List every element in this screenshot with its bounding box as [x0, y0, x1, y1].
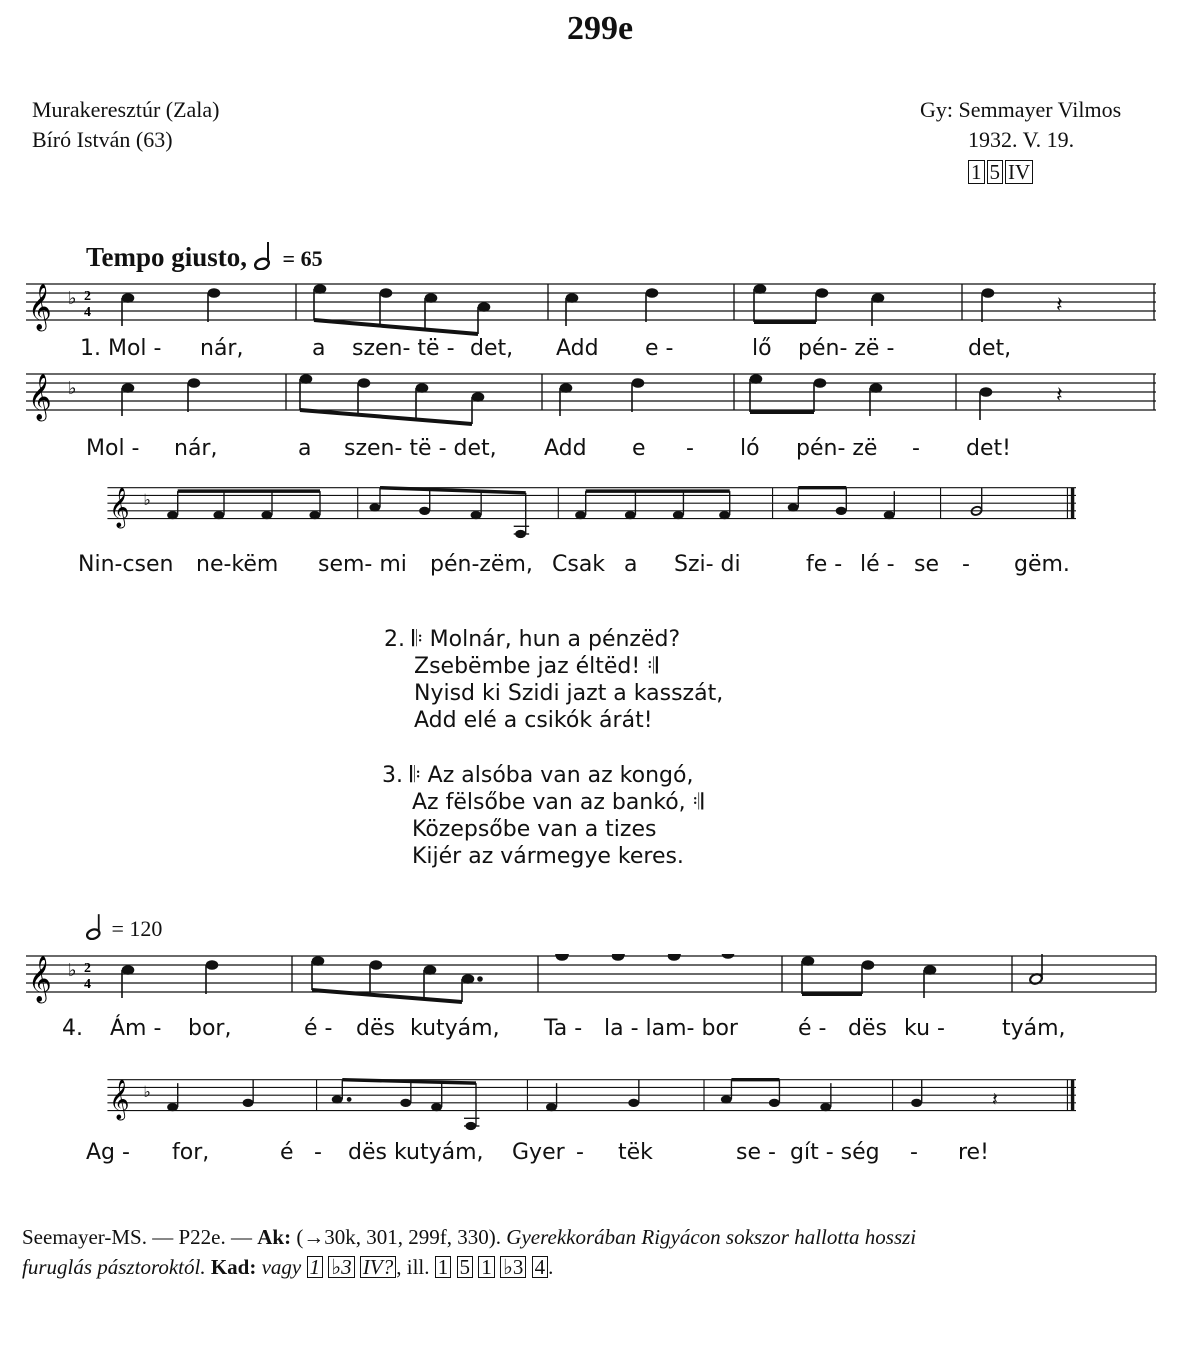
syllable: tyám, [1002, 1016, 1066, 1041]
svg-text:𝄞: 𝄞 [109, 1079, 130, 1120]
syllable: a [298, 436, 312, 461]
verse-line: 3. 𝄆 Az alsóba van az kongó, [382, 763, 694, 788]
syllable: nár, [174, 436, 218, 461]
syllable: se [914, 552, 939, 577]
syllable: gëm. [1014, 552, 1070, 577]
syllable: Add [556, 336, 599, 361]
syllable: se - [736, 1140, 776, 1165]
cadence-box: ♭3 [500, 1256, 526, 1278]
syllable: é - [798, 1016, 827, 1041]
syllable: dës [848, 1016, 887, 1041]
syllable: re! [958, 1140, 989, 1165]
svg-text:4: 4 [84, 305, 91, 320]
syllable: szen- të - [352, 336, 455, 361]
svg-text:♭: ♭ [143, 1083, 151, 1101]
cadence-box: 1 [435, 1256, 452, 1278]
syllable: szen- të - det, [344, 436, 497, 461]
staff-1 [26, 282, 1166, 342]
syllable: Ta - [544, 1016, 583, 1041]
staff-2 [26, 372, 1166, 432]
syllable: kutyám, [410, 1016, 500, 1041]
svg-text:♭: ♭ [68, 960, 77, 980]
syllable: e - [645, 336, 674, 361]
footer-note: Seemayer-MS. — P22e. — Ak: (→30k, 301, 299f, 330). Gyerekkorában Rigyácon sokszor hallotta hosszi furuglás pásztoroktól. Kad: vagy 1 ♭3 IV? , ill. 1 5 1 ♭3 4 . [22, 1225, 917, 1279]
page-title: 299e [566, 10, 634, 47]
staff-5 [26, 1078, 1166, 1138]
syllable: Nin-csen [78, 552, 174, 577]
ill-text: , ill. [396, 1255, 430, 1279]
header-left [32, 95, 220, 155]
svg-text:𝄽: 𝄽 [1056, 292, 1063, 317]
syllable: bor, [188, 1016, 232, 1041]
verse-line: Kijér az vármegye keres. [412, 844, 684, 869]
note-text-2: furuglás pásztoroktól. [22, 1255, 206, 1279]
syllable: - [910, 1140, 918, 1165]
syllable: lé - [860, 552, 895, 577]
collector: Gy: Semmayer Vilmos [920, 97, 1122, 122]
tempo-value: = 120 [111, 916, 163, 941]
syllable: nár, [200, 336, 244, 361]
syllable: tëk [618, 1140, 653, 1165]
verse-3 [382, 762, 703, 870]
cadence-box: 1 [968, 160, 985, 184]
svg-text:𝄽: 𝄽 [992, 1089, 998, 1111]
svg-text:4: 4 [84, 977, 91, 992]
verse-line: Nyisd ki Szidi jazt a kasszát, [414, 681, 724, 706]
singer: Bíró István (63) [32, 127, 173, 152]
verse-line: Add elé a csikók árát! [414, 708, 653, 733]
date: 1932. V. 19. [968, 127, 1075, 152]
staff-3 [26, 486, 1166, 546]
svg-text:2: 2 [84, 289, 91, 304]
svg-text:𝄞: 𝄞 [109, 487, 130, 528]
syllable: for, [172, 1140, 210, 1165]
tempo-marking [86, 240, 323, 273]
syllable: pén- zë [796, 436, 878, 461]
syllable: gít - ség [790, 1140, 880, 1165]
tempo-marking-2 [86, 912, 162, 942]
cadence-box: IV [1005, 160, 1033, 184]
cadence-boxes [920, 157, 1121, 187]
svg-text:𝄞: 𝄞 [28, 374, 52, 420]
header-right [920, 95, 1121, 187]
syllable: ne-këm [196, 552, 279, 577]
syllable: Szi- di [674, 552, 741, 577]
cadence-box: 5 [457, 1256, 474, 1278]
svg-text:𝄞: 𝄞 [28, 284, 52, 330]
syllable: det, [470, 336, 514, 361]
syllable: - [314, 1140, 322, 1165]
verse-2 [384, 626, 723, 734]
verse-line: Közepsőbe van a tizes [412, 817, 657, 842]
syllable: Ám - [110, 1016, 162, 1041]
syllable: fe - [806, 552, 843, 577]
svg-text:♭: ♭ [143, 491, 151, 509]
ak-label: Ak: [257, 1225, 292, 1249]
syllable: 4. [62, 1016, 83, 1041]
cadence-box: ♭3 [328, 1256, 354, 1278]
syllable: - [912, 436, 920, 461]
syllable: 1. Mol - [80, 336, 162, 361]
note-text: Gyerekkorában Rigyácon sokszor hallotta hosszi [506, 1225, 917, 1249]
half-note-icon [254, 240, 276, 270]
tempo-value: = 65 [282, 246, 323, 271]
verse-line: Az fëlsőbe van az bankó, 𝄇 [412, 790, 704, 815]
syllable: ló [740, 436, 760, 461]
syllable: a [312, 336, 326, 361]
verse-line: 2. 𝄆 Molnár, hun a pénzëd? [384, 627, 681, 652]
syllable: dës [356, 1016, 395, 1041]
syllable: Mol - [86, 436, 140, 461]
cadence-box: IV? [360, 1256, 396, 1278]
syllable: det! [966, 436, 1011, 461]
ak-refs: (→30k, 301, 299f, 330). [296, 1225, 502, 1249]
svg-text:𝄽: 𝄽 [1056, 382, 1063, 407]
syllable: - [962, 552, 970, 577]
verse-line: Zsebëmbe jaz éltëd! 𝄇 [414, 654, 658, 679]
cadence-box: 4 [532, 1256, 549, 1278]
cadence-box: 1 [307, 1256, 324, 1278]
syllable: dës kutyám, [348, 1140, 484, 1165]
staff-4 [26, 954, 1166, 1014]
syllable: sem- mi [318, 552, 407, 577]
syllable: lő [752, 336, 772, 361]
syllable: Ag - [86, 1140, 130, 1165]
syllable: Add [544, 436, 587, 461]
syllable: e [632, 436, 646, 461]
syllable: - [686, 436, 694, 461]
svg-text:2: 2 [84, 961, 91, 976]
svg-text:♭: ♭ [68, 288, 77, 308]
source-ref: Seemayer-MS. — P22e. — [22, 1225, 252, 1249]
syllable: ku - [904, 1016, 945, 1041]
syllable: Gyer [512, 1140, 565, 1165]
svg-text:♭: ♭ [68, 378, 77, 398]
cadence-box: 5 [987, 160, 1004, 184]
syllable: a [624, 552, 638, 577]
cadence-box: 1 [478, 1256, 495, 1278]
syllable: det, [968, 336, 1012, 361]
syllable: - [576, 1140, 584, 1165]
place: Murakeresztúr (Zala) [32, 97, 220, 122]
syllable: é - [304, 1016, 333, 1041]
syllable: é [280, 1140, 294, 1165]
vagy-text: vagy [261, 1255, 302, 1279]
syllable: pén-zëm, [430, 552, 533, 577]
syllable: la - lam- bor [604, 1016, 738, 1041]
half-note-icon [86, 912, 106, 940]
kad-label: Kad: [210, 1255, 257, 1279]
svg-text:𝄞: 𝄞 [28, 956, 52, 1002]
syllable: pén- zë - [798, 336, 895, 361]
tempo-text: Tempo giusto, [86, 242, 248, 272]
syllable: Csak [552, 552, 606, 577]
